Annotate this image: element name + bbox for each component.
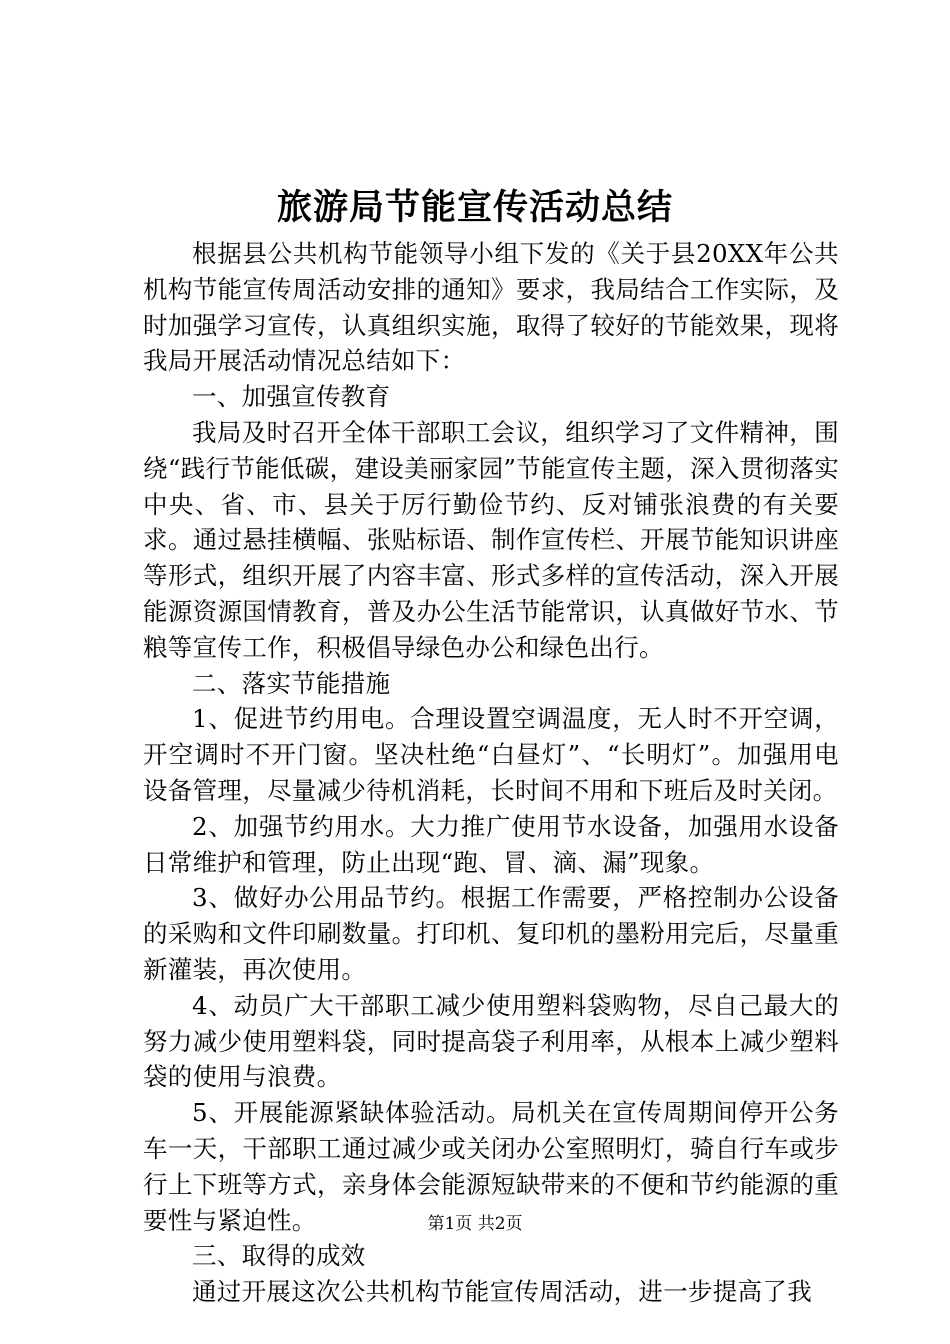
measure-5-paragraph: 5、开展能源紧缺体验活动。局机关在宣传周期间停开公务车一天，干部职工通过减少或关闭办公室照明灯，骑自行车或步行上下班等方式，亲身体会能源短缺带来的不便和节约能源的重要性与紧迫性。 bbox=[143, 1098, 839, 1235]
measure-2-paragraph: 2、加强节约用水。大力推广使用节水设备，加强用水设备日常维护和管理，防止出现“跑、冒、滴、漏”现象。 bbox=[143, 811, 839, 877]
section-heading-3: 三、取得的成效 bbox=[192, 1241, 366, 1271]
section-3-paragraph: 通过开展这次公共机构节能宣传周活动，进一步提高了我 bbox=[192, 1277, 812, 1307]
section-1-paragraph: 我局及时召开全体干部职工会议，组织学习了文件精神，围绕“践行节能低碳，建设美丽家园”节能宣传主题，深入贯彻落实中央、省、市、县关于厉行勤俭节约、反对铺张浪费的有关要求。通过悬挂横幅、张贴标语、制作宣传栏、开展节能知识讲座等形式，组织开展了内容丰富、形式多样的宣传活动，深入开展能源资源国情教育，普及办公生活节能常识，认真做好节水、节粮等宣传工作，积极倡导绿色办公和绿色出行。 bbox=[143, 417, 839, 662]
document-body bbox=[143, 236, 839, 1310]
intro-paragraph: 根据县公共机构节能领导小组下发的《关于县20XX年公共机构节能宣传周活动安排的通知》要求，我局结合工作实际，及时加强学习宣传，认真组织实施，取得了较好的节能效果，现将我局开展活动情况总结如下： bbox=[143, 239, 839, 376]
measure-1-paragraph: 1、促进节约用电。合理设置空调温度，无人时不开空调，开空调时不开门窗。坚决杜绝“白昼灯”、“长明灯”。加强用电设备管理，尽量减少待机消耗，长时间不用和下班后及时关闭。 bbox=[143, 704, 839, 805]
page-footer: 第1页 共2页 bbox=[427, 1214, 523, 1234]
measure-3-paragraph: 3、做好办公用品节约。根据工作需要，严格控制办公设备的采购和文件印刷数量。打印机、复印机的墨粉用完后，尽量重新灌装，再次使用。 bbox=[143, 883, 839, 984]
section-heading-2: 二、落实节能措施 bbox=[192, 668, 391, 698]
section-heading-1: 一、加强宣传教育 bbox=[192, 382, 391, 412]
measure-4-paragraph: 4、动员广大干部职工减少使用塑料袋购物，尽自己最大的努力减少使用塑料袋，同时提高袋子利用率，从根本上减少塑料袋的使用与浪费。 bbox=[143, 990, 839, 1092]
document-title: 旅游局节能宣传活动总结 bbox=[276, 187, 673, 228]
